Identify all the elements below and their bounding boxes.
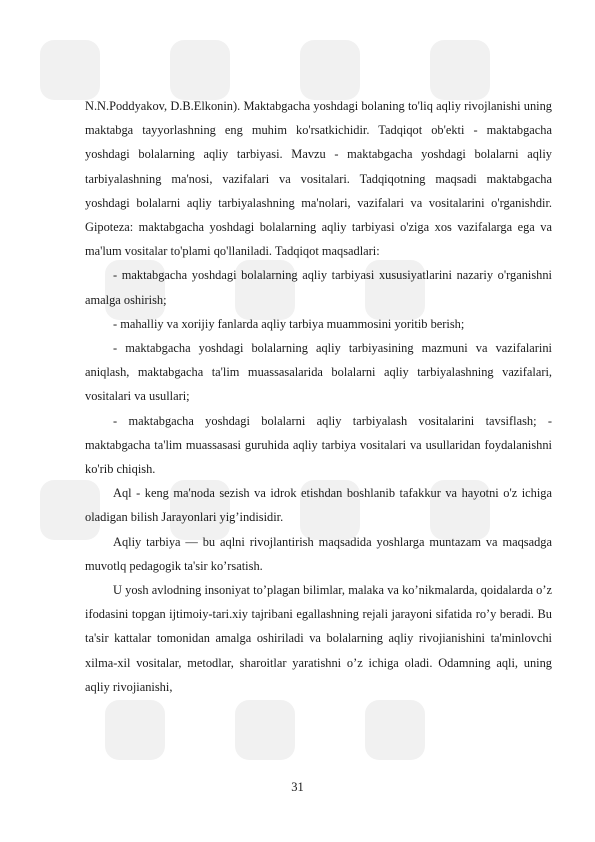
paragraph-4: - maktabgacha yoshdagi bolalarning aqliy tarbiyasining mazmuni va vazifalarini aniqlash, maktabgacha ta'lim muassasalarida bolalarni aqliy tarbiyalashning vazifalari, vositalari va usullari; bbox=[85, 341, 552, 404]
paragraph-5: - maktabgacha yoshdagi bolalarni aqliy tarbiyalash vositalarini tavsiflash; - maktabgacha ta'lim muassasasi guruhida aqliy tarbiya vositalari va usullaridan foydalanishni ko'rib chiqish. bbox=[85, 413, 552, 477]
paragraph-7: Aqliy tarbiya — bu aqlni rivojlantirish maqsadida yoshlarga muntazam va maqsadga muvotlq pedagogik ta'sir ko’rsatish. bbox=[85, 534, 552, 573]
paragraph-6: Aql - keng ma'noda sezish va idrok etishdan boshlanib tafakkur va hayotni o'z ichiga oladigan bilish Jarayonlari yig’indisidir. bbox=[85, 486, 552, 525]
body-text bbox=[85, 94, 552, 699]
paragraph-1: N.N.Poddyakov, D.B.Elkonin). Maktabgacha yoshdagi bolaning to'liq aqliy rivojlanishi uning maktabga tayyorlashning eng muhim ko'rsatkichidir. Tadqiqot ob'ekti - maktabgacha yoshdagi bolalarning aqliy tarbiyasi. Mavzu - maktabgacha yoshdagi bolalarni aqliy tarbiyalashning ma'nosi, vazifalari va vositalari. Tadqiqotning maqsadi maktabgacha yoshdagi bolalarni aqliy tarbiyalashning ma'nolari, vazifalari va vositalarini o'rganishdir. Gipoteza: maktabgacha yoshdagi bolalarning aqliy tarbiyasi o'ziga xos vazifalarga ega va ma'lum vositalar to'plami qo'llaniladi. Tadqiqot maqsadlari: bbox=[85, 99, 552, 259]
paragraph-3: - mahalliy va xorijiy fanlarda aqliy tarbiya muammosini yoritib berish; bbox=[113, 316, 465, 331]
paragraph-2: - maktabgacha yoshdagi bolalarning aqliy tarbiyasi xususiyatlarini nazariy o'rganishni amalga oshirish; bbox=[85, 268, 552, 307]
paragraph-8: U yosh avlodning insoniyat to’plagan bilimlar, malaka va ko’nikmalarda, qoidalarda o’z ifodasini topgan ijtimoiy-tari.xiy tajribani egallashning rejali jarayoni sifatida ro’y beradi. Bu ta'sir kattalar tomonidan amalga oshiriladi va bolalarning aqliy rivojianishini ta'minlovchi xilma-xil vositalar, metodlar, sharoitlar yaratishni o’z ichiga oladi. Odamning aqli, uning aqliy rivojianishi, bbox=[85, 583, 552, 694]
page-number: 31 bbox=[291, 780, 304, 794]
